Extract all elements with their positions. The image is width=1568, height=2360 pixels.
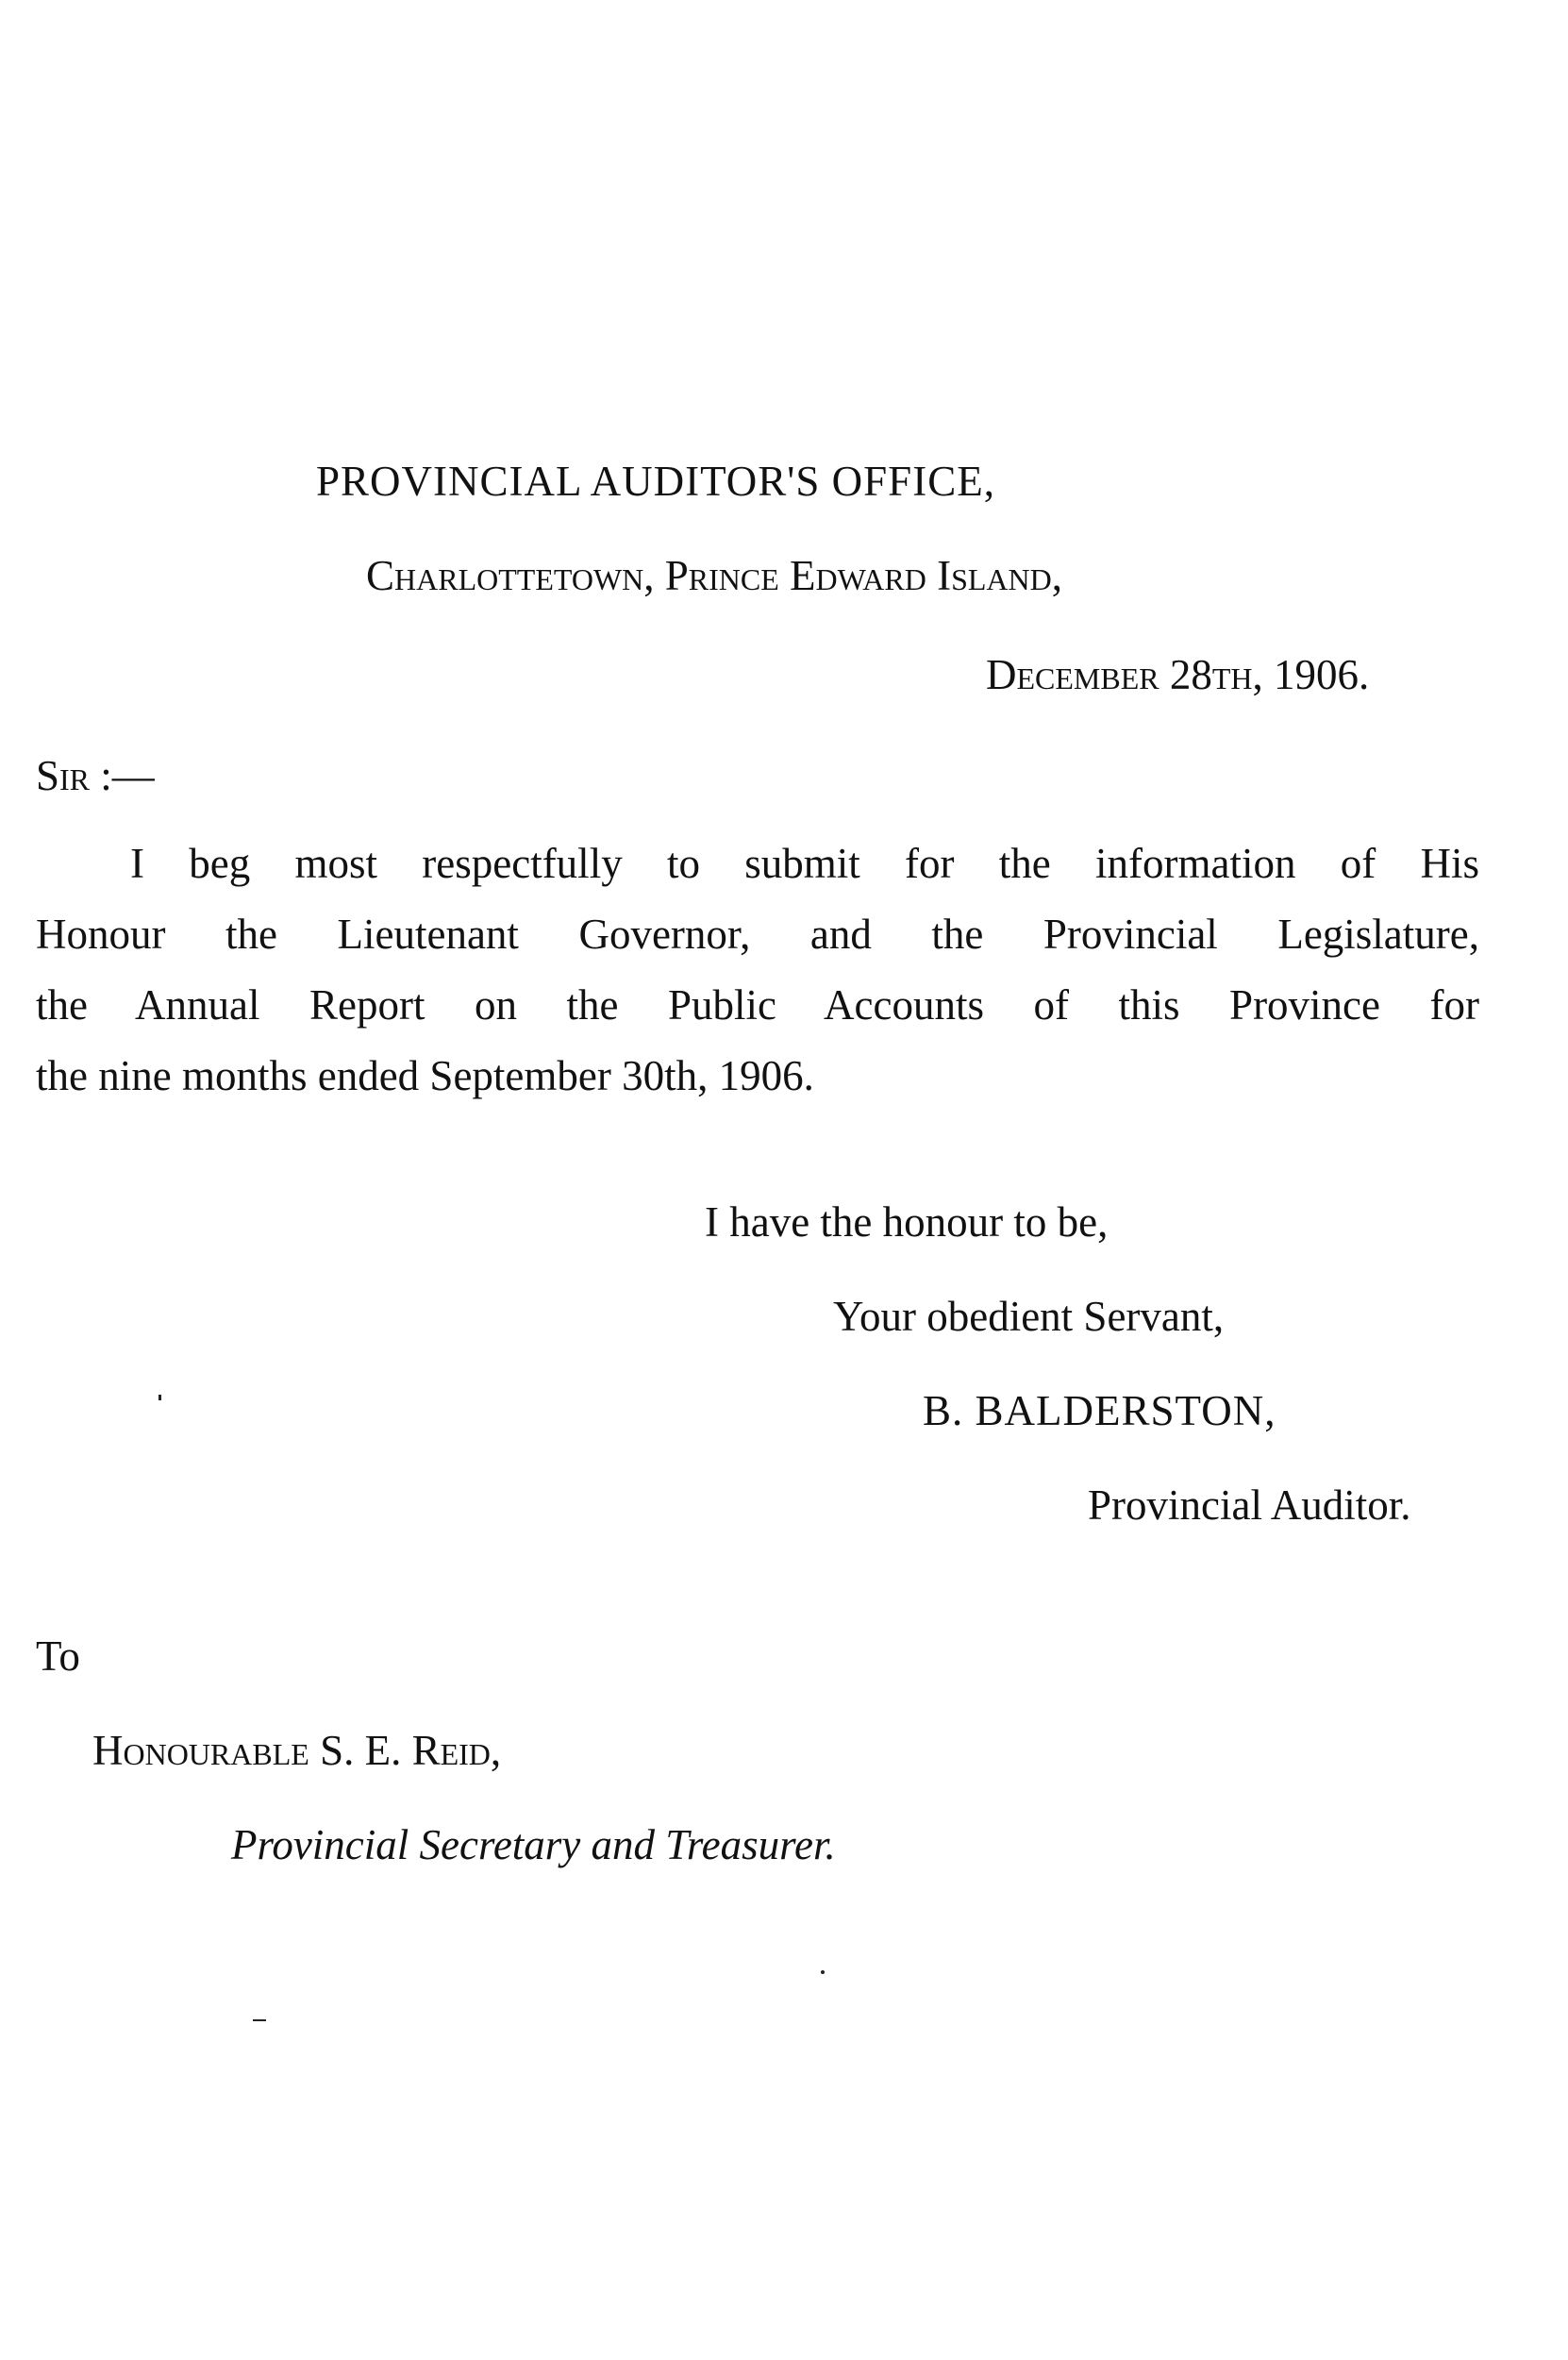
signatory-title: Provincial Auditor. (1088, 1481, 1411, 1529)
signatory-name: B. BALDERSTON, (923, 1387, 1276, 1434)
closing-line-1: I have the honour to be, (705, 1198, 1109, 1246)
office-heading: PROVINCIAL AUDITOR'S OFFICE, (316, 458, 995, 505)
scan-speck (821, 1970, 825, 1974)
addressee-to: To (36, 1632, 80, 1680)
body-line-2: Honour the Lieutenant Governor, and the Provincial Legislature, (36, 911, 1479, 958)
date-line: December 28th, 1906. (986, 651, 1370, 698)
addressee-name: Honourable S. E. Reid, (92, 1727, 502, 1774)
salutation: Sir :— (36, 752, 155, 799)
scan-speck (253, 2019, 266, 2021)
location-line: Charlottetown, Prince Edward Island, (366, 552, 1063, 599)
addressee-position: Provincial Secretary and Treasurer. (231, 1821, 836, 1868)
body-line-3: the Annual Report on the Public Accounts of this Province for (36, 981, 1479, 1029)
closing-line-2: Your obedient Servant, (833, 1293, 1225, 1340)
body-line-1: I beg most respectfully to submit for the information of His (130, 840, 1479, 887)
body-line-4: the nine months ended September 30th, 1906. (36, 1052, 814, 1099)
scan-speck (158, 1395, 161, 1400)
